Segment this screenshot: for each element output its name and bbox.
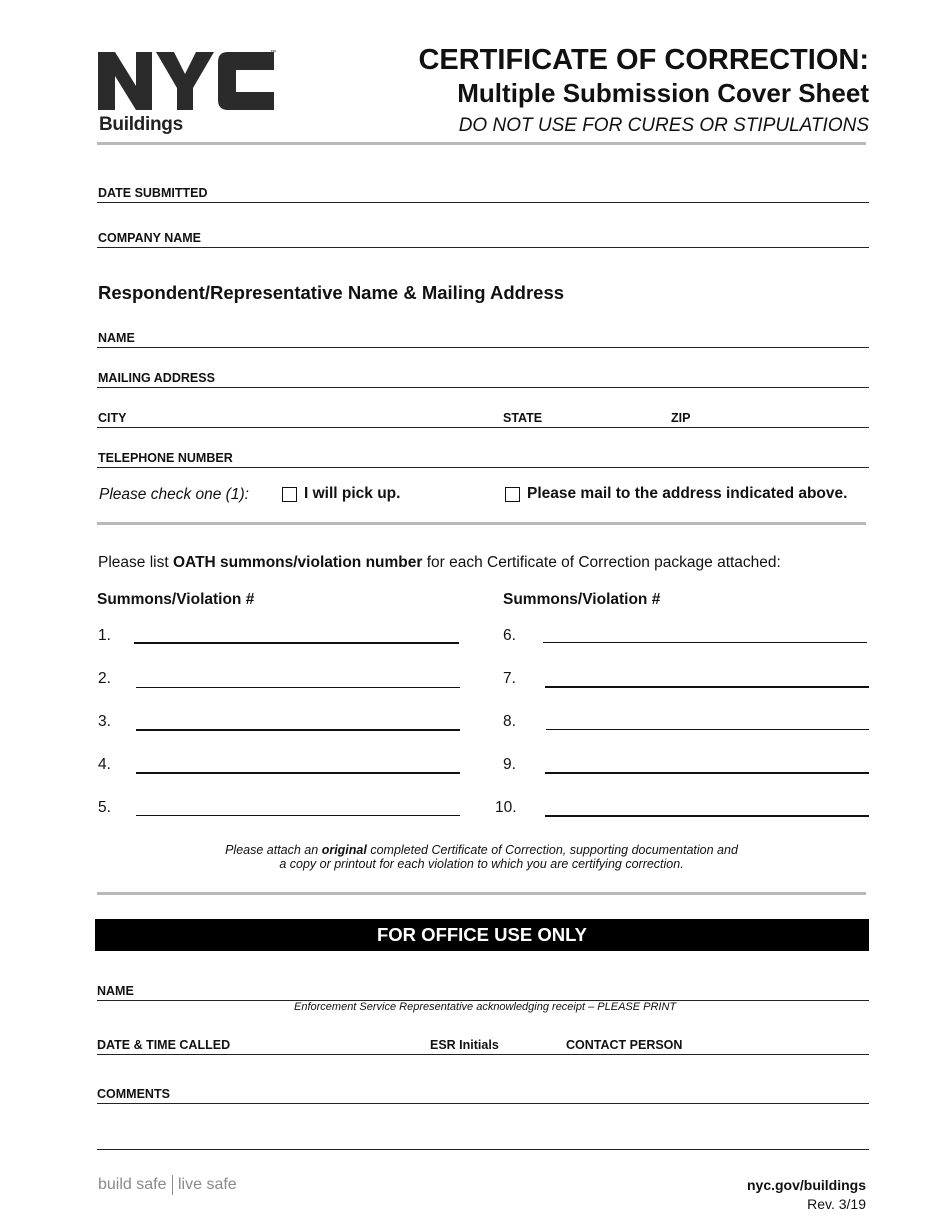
date-submitted-field[interactable] — [97, 202, 869, 203]
summons-number-9: 9. — [503, 756, 516, 773]
form-warning: DO NOT USE FOR CURES OR STIPULATIONS — [458, 115, 869, 136]
comments-label: COMMENTS — [97, 1087, 170, 1101]
name-label: NAME — [98, 331, 135, 345]
summons-column-right-header: Summons/Violation # — [503, 591, 661, 608]
contact-person-label: CONTACT PERSON — [566, 1038, 683, 1052]
mailing-address-label: MAILING ADDRESS — [98, 371, 215, 385]
summons-number-1: 1. — [98, 627, 111, 644]
pickup-option[interactable] — [282, 485, 400, 503]
summons-number-10: 10. — [495, 799, 517, 816]
state-label: STATE — [503, 411, 543, 425]
pickup-option-label: I will pick up. — [304, 485, 401, 502]
comments-field-line-2[interactable] — [97, 1149, 869, 1150]
summons-number-3: 3. — [98, 713, 111, 730]
summons-field-8[interactable] — [546, 729, 869, 730]
mailing-address-field[interactable] — [97, 387, 869, 388]
date-time-called-field[interactable] — [97, 1054, 869, 1055]
date-time-called-label: DATE & TIME CALLED — [97, 1038, 231, 1052]
revision-label: Rev. 3/19 — [807, 1196, 866, 1212]
slogan — [98, 1175, 237, 1195]
office-use-banner: FOR OFFICE USE ONLY — [95, 919, 869, 951]
summons-field-3[interactable] — [136, 729, 460, 731]
name-field[interactable] — [97, 347, 869, 348]
company-name-field[interactable] — [97, 247, 869, 248]
header-divider — [97, 142, 866, 145]
svg-text:™: ™ — [270, 50, 276, 56]
mail-checkbox[interactable] — [505, 487, 520, 502]
form-title: CERTIFICATE OF CORRECTION: — [418, 44, 869, 76]
summons-field-5[interactable] — [136, 815, 460, 816]
summons-number-2: 2. — [98, 670, 111, 687]
mail-option[interactable] — [505, 485, 847, 503]
summons-number-8: 8. — [503, 713, 516, 730]
summons-field-1[interactable] — [134, 642, 459, 644]
telephone-field[interactable] — [97, 467, 869, 468]
summons-divider — [97, 892, 866, 895]
slogan-right: live safe — [178, 1176, 237, 1193]
esr-initials-label: ESR Initials — [430, 1038, 499, 1052]
telephone-label: TELEPHONE NUMBER — [98, 451, 233, 465]
summons-field-10[interactable] — [545, 815, 869, 817]
comments-field-line-1[interactable] — [97, 1103, 869, 1104]
office-name-label: NAME — [97, 984, 134, 998]
city-label: CITY — [98, 411, 127, 425]
summons-field-2[interactable] — [136, 687, 460, 688]
logo-subtitle: Buildings — [99, 114, 183, 135]
pickup-divider — [97, 522, 866, 525]
website-link[interactable]: nyc.gov/buildings — [746, 1177, 866, 1193]
summons-number-6: 6. — [503, 627, 516, 644]
summons-instruction: Please list OATH summons/violation number for each Certificate of Correction package attached: — [98, 554, 781, 571]
summons-field-4[interactable] — [136, 772, 460, 774]
summons-number-5: 5. — [98, 799, 111, 816]
summons-field-6[interactable] — [543, 642, 867, 643]
slogan-left: build safe — [98, 1176, 167, 1193]
company-name-label: COMPANY NAME — [98, 231, 202, 245]
slogan-separator — [172, 1175, 174, 1195]
city-state-zip-field[interactable] — [97, 427, 869, 428]
respondent-heading: Respondent/Representative Name & Mailing Address — [98, 282, 565, 303]
summons-column-left-header: Summons/Violation # — [97, 591, 255, 608]
office-name-note: Enforcement Service Representative acknowledging receipt – PLEASE PRINT — [294, 1001, 677, 1013]
check-one-prompt: Please check one (1): — [99, 486, 249, 503]
summons-field-7[interactable] — [545, 686, 869, 688]
summons-field-9[interactable] — [545, 772, 869, 774]
date-submitted-label: DATE SUBMITTED — [98, 186, 208, 200]
pickup-checkbox[interactable] — [282, 487, 297, 502]
zip-label: ZIP — [671, 411, 691, 425]
summons-number-4: 4. — [98, 756, 111, 773]
summons-number-7: 7. — [503, 670, 516, 687]
mail-option-label: Please mail to the address indicated above. — [527, 485, 848, 502]
form-subtitle: Multiple Submission Cover Sheet — [457, 78, 869, 108]
attach-note: Please attach an original completed Certificate of Correction, supporting documentation and a copy or printout for each violation to which you are certifying correction. — [225, 843, 738, 871]
